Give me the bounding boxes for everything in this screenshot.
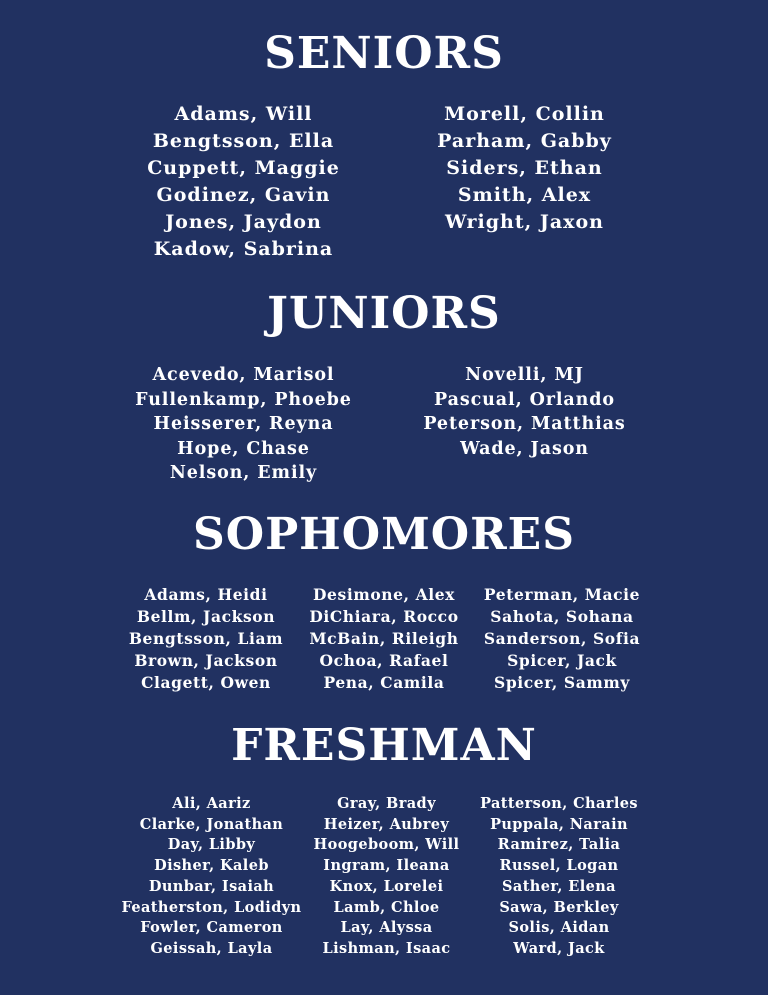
- student-name: Geissah, Layla: [150, 939, 273, 957]
- seniors-column-2: [410, 101, 640, 263]
- student-name: Day, Libby: [167, 836, 256, 854]
- student-name: Pascual, Orlando: [434, 389, 615, 410]
- student-name: McBain, Rileigh: [309, 629, 459, 648]
- juniors-column-1: [129, 363, 359, 486]
- student-name: Lishman, Isaac: [322, 939, 451, 957]
- student-name: Sawa, Berkley: [499, 898, 619, 916]
- student-name: Hoogeboom, Will: [313, 836, 460, 854]
- freshman-name-list: [0, 794, 768, 960]
- student-name: Smith, Alex: [457, 184, 592, 206]
- freshman-column-3: [467, 794, 652, 960]
- student-name: Bellm, Jackson: [136, 607, 276, 626]
- sophomores-column-1: [117, 584, 295, 694]
- student-name: Sather, Elena: [502, 877, 616, 895]
- student-name: Ingram, Ileana: [323, 857, 450, 875]
- student-name: Jones, Jaydon: [165, 211, 322, 233]
- student-name: Desimone, Alex: [313, 585, 455, 604]
- sophomores-name-list: [0, 584, 768, 694]
- student-name: DiChiara, Rocco: [309, 607, 459, 626]
- sophomores-heading: SOPHOMORES: [192, 509, 575, 560]
- student-name: Adams, Heidi: [144, 585, 268, 604]
- student-name: Cuppett, Maggie: [147, 157, 340, 179]
- student-name: Kadow, Sabrina: [153, 238, 334, 260]
- student-name: Wright, Jaxon: [445, 211, 604, 233]
- juniors-name-list: [0, 363, 768, 486]
- student-name: Lamb, Chloe: [333, 898, 440, 916]
- student-name: Spicer, Jack: [507, 651, 617, 670]
- student-name: Gray, Brady: [337, 795, 436, 812]
- student-name: Knox, Lorelei: [329, 877, 444, 895]
- student-name: Puppala, Narain: [490, 815, 628, 833]
- student-name: Clarke, Jonathan: [139, 815, 284, 833]
- sophomores-column-2: [295, 584, 473, 694]
- student-name: Ali, Aariz: [172, 795, 251, 812]
- student-name: Morell, Collin: [444, 103, 605, 125]
- student-name: Godinez, Gavin: [156, 184, 331, 206]
- student-name: Lay, Alyssa: [340, 919, 433, 937]
- student-name: Bengtsson, Liam: [128, 629, 284, 648]
- seniors-column-1: [129, 101, 359, 263]
- student-name: Patterson, Charles: [480, 795, 638, 812]
- student-name: Heizer, Aubrey: [323, 815, 450, 833]
- student-name: Clagett, Owen: [141, 673, 271, 692]
- student-name: Featherston, Lodidyn: [121, 898, 302, 916]
- student-name: Fullenkamp, Phoebe: [135, 389, 352, 410]
- student-name: Bengtsson, Ella: [152, 130, 335, 152]
- student-name: Wade, Jason: [460, 438, 589, 459]
- freshman-column-1: [117, 794, 307, 960]
- student-name: Peterman, Macie: [483, 585, 641, 604]
- student-name: Adams, Will: [174, 103, 313, 125]
- student-name: Sahota, Sohana: [490, 607, 634, 626]
- student-name: Russel, Logan: [499, 857, 619, 875]
- student-name: Spicer, Sammy: [494, 673, 630, 692]
- student-name: Pena, Camila: [323, 673, 445, 692]
- student-name: Siders, Ethan: [446, 157, 603, 179]
- student-name: Acevedo, Marisol: [152, 365, 335, 385]
- student-name: Novelli, MJ: [465, 365, 584, 385]
- sophomores-column-3: [473, 584, 651, 694]
- student-name: Brown, Jackson: [134, 651, 278, 670]
- freshman-heading: FRESHMAN: [231, 720, 537, 771]
- student-name: Solis, Aidan: [508, 919, 610, 937]
- student-name: Ochoa, Rafael: [319, 651, 449, 670]
- student-name: Dunbar, Isaiah: [148, 877, 275, 895]
- student-name: Sanderson, Sofia: [483, 629, 641, 648]
- freshman-column-2: [307, 794, 467, 960]
- student-name: Ward, Jack: [513, 939, 605, 957]
- juniors-heading: JUNIORS: [267, 288, 501, 339]
- student-name: Fowler, Cameron: [140, 919, 283, 937]
- juniors-column-2: [410, 363, 640, 486]
- student-name: Ramirez, Talia: [497, 836, 621, 854]
- student-name: Nelson, Emily: [169, 463, 318, 483]
- student-name: Disher, Kaleb: [154, 857, 269, 875]
- student-name: Heisserer, Reyna: [153, 414, 334, 434]
- student-name: Peterson, Matthias: [423, 414, 626, 434]
- seniors-name-list: [0, 101, 768, 263]
- student-name: Parham, Gabby: [437, 130, 612, 152]
- seniors-heading: SENIORS: [264, 28, 504, 79]
- student-name: Hope, Chase: [177, 438, 310, 459]
